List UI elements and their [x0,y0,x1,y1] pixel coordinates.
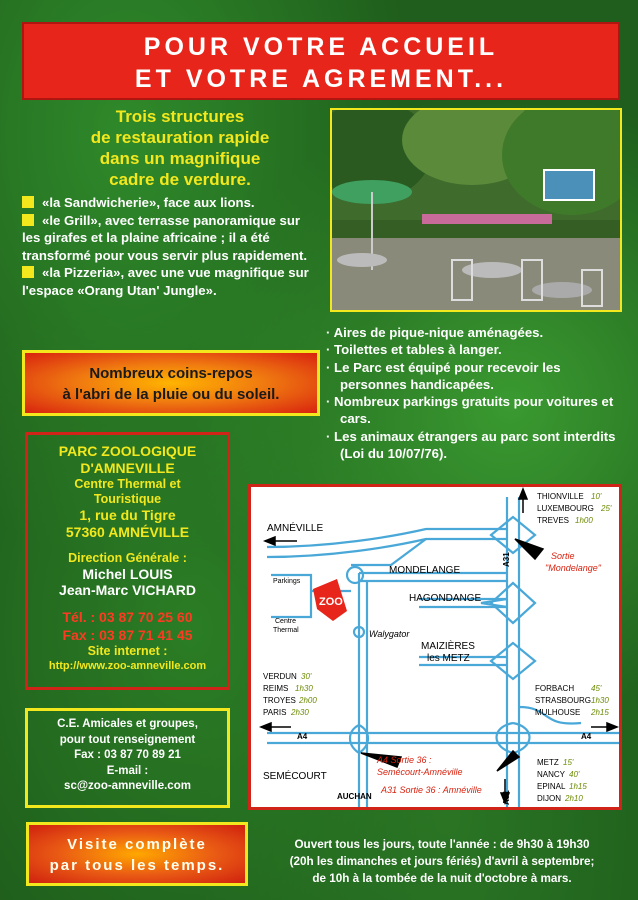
director-name: Michel LOUIS [82,566,173,582]
opening-hours: Ouvert tous les jours, toute l'année : de 9h30 à 19h30 (20h les dimanches et jours fériés) d'avril à septembre; de 10h à la tombée de la nuit d'octobre à mars. [289,838,595,885]
road-label: A31 [502,552,511,567]
destination-south: EPINAL [537,782,566,791]
terrace-photo-illustration [332,110,620,310]
destination-east: FORBACH [535,684,575,693]
destination-south: METZ [537,758,559,767]
all-weather-banner: Visite complète par tous les temps. [26,822,248,886]
fax-number: Fax : 03 87 71 41 45 [62,627,193,643]
restaurant-item: «la Pizzeria», avec une vue magnifique sur l'espace «Orang Utan' Jungle». [22,265,309,298]
restaurant-item: «la Sandwicherie», face aux lions. [22,194,320,212]
website-link[interactable]: http://www.zoo-amneville.com [48,660,207,672]
road-label: A4 [297,732,308,741]
svg-text:30': 30' [301,672,312,681]
zoo-address: 1, rue du Tigre [79,507,176,523]
svg-text:45': 45' [591,684,602,693]
square-bullet-icon [22,266,34,278]
destination-north: TREVES [537,516,570,525]
centre-label: Thermal [273,627,299,634]
destination-west: TROYES [263,696,296,705]
parking-label: Parkings [273,578,301,585]
restaurants-list [22,194,320,299]
zoo-label: ZOO [319,596,343,608]
phone-number: Tél. : 03 87 70 25 60 [62,609,193,625]
destination-east: STRASBOURG [535,696,592,705]
destination-north: THIONVILLE [537,492,584,501]
town-label: AMNÉVILLE [267,523,324,534]
restaurant-item: «le Grill», avec terrasse panoramique sur les girafes et la plaine africaine ; il a été transformé pour vous servir plus rapidement. [22,212,308,263]
svg-text:1h30: 1h30 [591,696,609,705]
svg-text:1h00: 1h00 [575,516,593,525]
service-item: · Toilettes et tables à langer. [326,342,502,358]
park-label: Walygator [369,629,410,639]
exit-label: Semécourt-Amnéville [377,767,463,777]
road-label: A4 [581,732,592,741]
svg-text:25': 25' [601,504,612,513]
destination-west: VERDUN [263,672,297,681]
terrace-photo [330,108,622,312]
service-item: · Les animaux étrangers au parc sont interdits (Loi du 10/07/76). [326,428,616,462]
town-label: MONDELANGE [389,565,461,576]
town-label: AUCHAN [337,792,372,801]
access-map [248,484,622,810]
restaurants-heading: Trois structures de restauration rapide dans un magnifique cadre de verdure. [90,107,270,189]
zoo-contact-box: PARC ZOOLOGIQUE D'AMNEVILLE Centre Thermal et Touristique 1, rue du Tigre 57360 AMNÉVILLE Direction Générale : Michel LOUIS Jean-Marc VICHARD Tél. : 03 87 70 25 60 Fax : 03 87 71 41 45 Site internet : http://www.zoo-amneville.com [25,432,230,690]
svg-text:2h30: 2h30 [291,708,309,717]
exit-label: Sortie [551,551,575,561]
director-name: Jean-Marc VICHARD [59,582,196,598]
square-bullet-icon [22,196,34,208]
service-item: · Le Parc est équipé pour recevoir les personnes handicapées. [326,359,561,392]
square-bullet-icon [22,214,34,226]
groups-email-link[interactable]: sc@zoo-amneville.com [64,780,191,792]
services-list [326,324,626,462]
title-line-1: POUR VOTRE ACCUEIL [143,33,499,61]
zoo-name: PARC ZOOLOGIQUE [58,443,197,459]
centre-label: Centre [275,618,297,625]
town-label: SEMÉCOURT [263,771,327,782]
exit-label: "Mondelange" [545,563,601,573]
destination-east: MULHOUSE [535,708,581,717]
svg-text:2h15: 2h15 [591,708,609,717]
svg-text:40': 40' [569,770,580,779]
destination-west: REIMS [263,684,289,693]
town-label: HAGONDANGE [409,593,482,604]
destination-south: NANCY [537,770,566,779]
title-banner [22,22,620,100]
service-item: · Nombreux parkings gratuits pour voitures et cars. [326,394,614,427]
title-line-2: ET VOTRE AGREMENT... [134,65,508,93]
road-label: A31 [502,790,511,805]
svg-text:10': 10' [591,492,602,501]
exit-label: A4 Sortie 36 : [377,755,432,765]
svg-text:15': 15' [563,758,574,767]
destination-north: LUXEMBOURG [537,504,594,513]
svg-text:1h30: 1h30 [295,684,313,693]
service-item: · Aires de pique-nique aménagées. [326,325,544,340]
destination-west: PARIS [263,708,287,717]
town-label: les METZ [427,653,470,664]
road-map [251,487,619,807]
exit-label: A31 Sortie 36 : Amnéville [381,785,482,795]
svg-text:2h10: 2h10 [565,794,583,803]
town-label: MAIZIÈRES [421,641,475,652]
svg-text:1h15: 1h15 [569,782,587,791]
destination-south: DIJON [537,794,561,803]
svg-text:2h00: 2h00 [299,696,317,705]
rest-areas-banner: Nombreux coins-repos à l'abri de la pluie ou du soleil. [22,350,320,416]
groups-fax: Fax : 03 87 70 89 21 [74,749,181,761]
groups-info-box: C.E. Amicales et groupes, pour tout renseignement Fax : 03 87 70 89 21 E-mail : sc@zoo-amneville.com [25,708,230,808]
